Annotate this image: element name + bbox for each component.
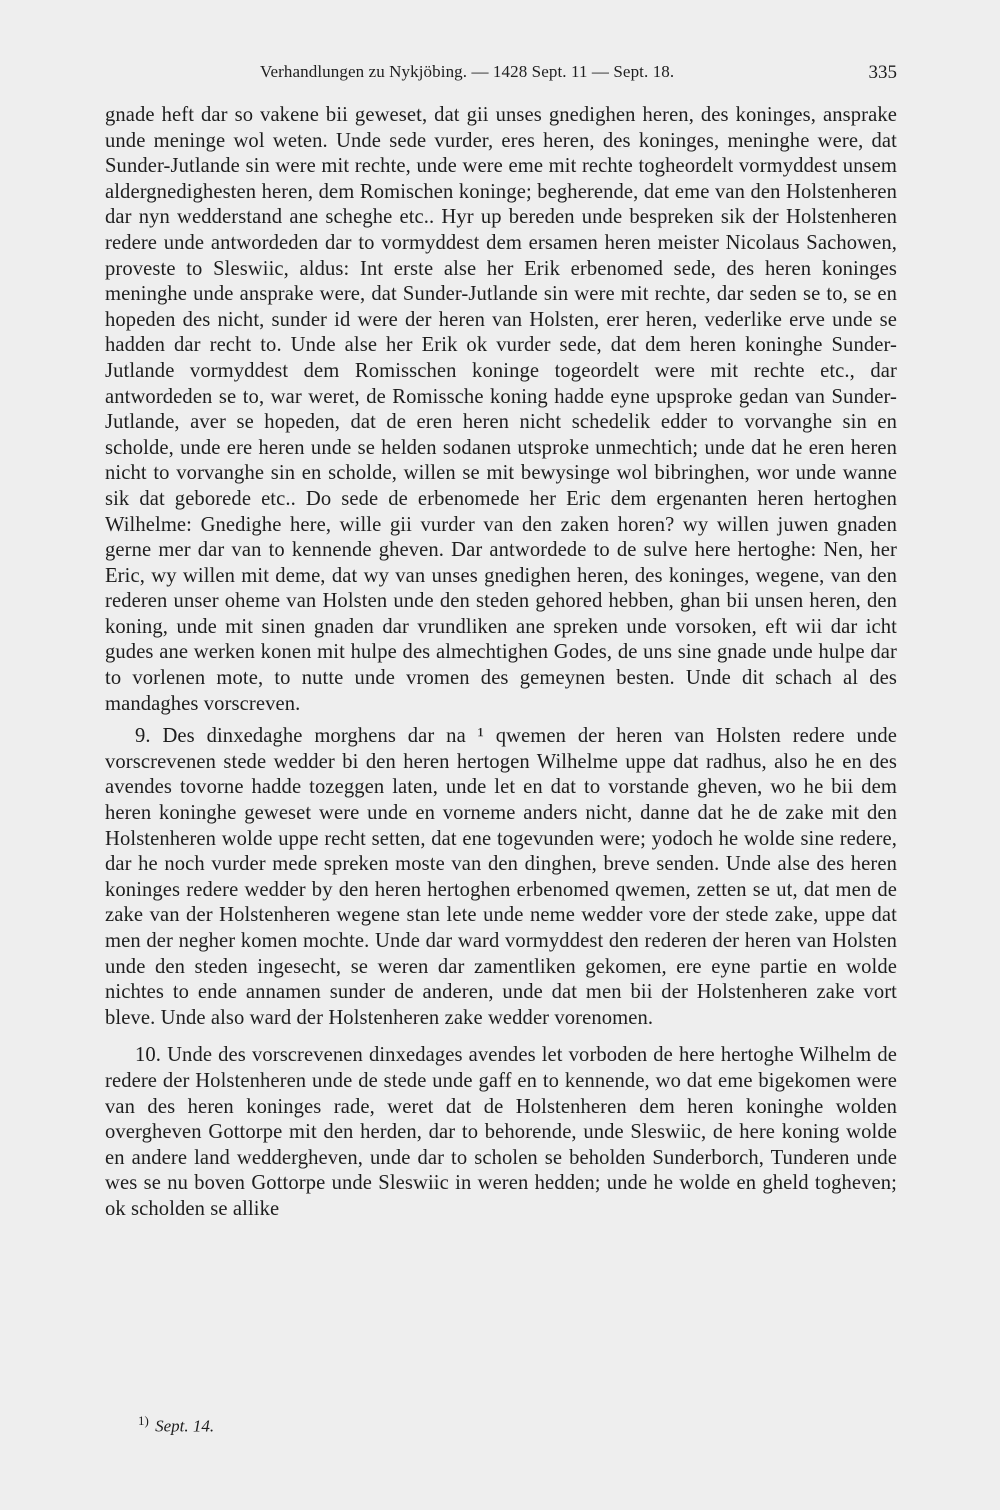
running-title: Verhandlungen zu Nykjöbing. — 1428 Sept. 11 — Sept. 18. <box>260 62 675 81</box>
footnote-marker: 1) <box>138 1413 149 1428</box>
page-number: 335 <box>868 62 897 83</box>
body-text <box>105 103 897 1223</box>
paragraph-continuation: gnade heft dar so vakene bii geweset, dat gii unses gnedighen heren, des koninges, ansprake unde meninge wol weten. Unde sede vurder, eres heren, des koninges, meninghe were, dat Sunder-Jutlande sin were mit rechte, unde were eme mit rechte togheordelt vormyddest unsem aldergnedighesten heren, dem Romischen koninge; begherende, dat eme van den Holstenheren dar nyn wedderstand ane scheghe etc.. Hyr up bereden unde bespreken sik der Holstenheren redere unde antwordeden dar to vormyddest dem ersamen heren meister Nicolaus Sachowen, proveste to Sleswiic, aldus: Int erste alse her Erik erbenomed sede, des heren koninges meninghe unde ansprake were, dat Sunder-Jutlande sin were mit rechte, dar seden se to, se en hopeden des nicht, sunder id were der heren van Holsten, erer heren, vederlike erve unde se hadden dar recht to. Unde alse her Erik ok vurder sede, dat dem heren koninghe Sunder-Jutlande vormyddest dem Romisschen koninge togeordelt were mit rechte etc., dar antwordeden se to, war weret, de Romissche koning hadde eyne upsproke gedan van Sunder-Jutlande, aver se hopeden, dat de eren heren nicht schedelik edder to vorvanghe sin en scholde, unde ere heren unde se helden sodanen utsproke unmechtich; unde dat he eren heren nicht to vorvanghe sin en scholde, willen se mit bewysinge wol bibringhen, wor unde wanne sik dat geborede etc.. Do sede de erbenomede her Eric dem ergenanten heren hertoghen Wilhelme: Gnedighe here, wille gii vurder van den zaken horen? wy willen juwen gnaden gerne mer dar van to kennende gheven. Dar antwordede to de sulve here hertoghe: Nen, her Eric, wy willen mit deme, dat wy van unses gnedighen heren, des koninges, wegene, van den rederen unser oheme van Holsten unde den steden gehored hebben, ghan bii unsen heren, den koning, unde mit sinen gnaden dar vrundliken ane spreken unde vorsoken, eft wii dar icht gudes ane werken konen mit hulpe des almechtighen Godes, de uns sine gnade unde hulpe dar to vorlenen mote, to nutte unde vromen des gemeynen besten. Unde dit schach al des mandaghes vorscreven. <box>105 104 897 715</box>
page-header <box>105 62 897 88</box>
footnote <box>138 1413 214 1437</box>
footnote-text: Sept. 14. <box>155 1416 215 1436</box>
paragraph-section-10: 10. Unde des vorscrevenen dinxedages avendes let vorboden de here hertoghe Wilhelm de redere der Holstenheren unde de stede unde gaff en to kennende, wo dat eme bigekomen were van des heren koninges rade, weret dat de Holstenheren dem heren koninghe wolden overgheven Gottorpe mit den herden, dar to behorende, unde Sleswiic, de here koning wolde en andere land weddergheven, unde dar to scholen se beholden Sunderborch, Tunderen unde wes se nu boven Gottorpe unde Sleswiic in weren hedden; unde he wolde en gheld togheven; ok scholden se allike <box>105 1044 897 1220</box>
paragraph-section-9: 9. Des dinxedaghe morghens dar na ¹ qwemen der heren van Holsten redere unde vorscrevenen stede wedder bi den heren hertogen Wilhelme uppe dat radhus, also he en des avendes tovorne hadde tozeggen laten, unde let en dat to vorstande gheven, wo he bii dem heren koninghe geweset were unde en vorneme anders nicht, danne dat he de zake mit den Holstenheren wolde uppe recht setten, dat ene togevunden were; yodoch he wolde sine redere, dar he noch vurder mede spreken moste van den dinghen, breve senden. Unde alse des heren koninges redere wedder by den heren hertoghen erbenomed qwemen, zetten se ut, dat men de zake van der Holstenheren wegene stan lete unde neme wedder vore der stede zake, uppe dat men der negher komen mochte. Unde dar ward vormyddest den rederen der heren van Holsten unde den steden ingesecht, se weren dar zamentliken gekomen, ere eyne partie en wolde nichtes to ende annamen sunder de anderen, unde dat men bii der Holstenheren zake vort bleve. Unde also ward der Holstenheren zake wedder vorenomen. <box>105 725 897 1029</box>
